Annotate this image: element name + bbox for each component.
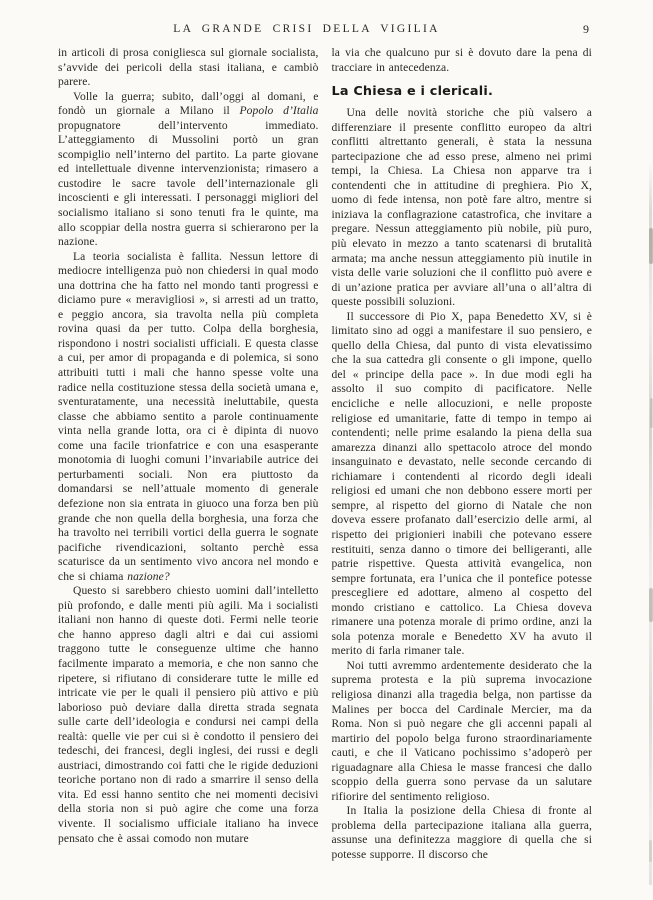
paragraph: la via che qualcuno pur si è dovuto dare la pena di tracciare in antecedenza. [331,47,592,74]
paragraph: Una delle novità storiche che più valsero a differenziare il presente conflitto europeo da altri conflitti altrettanto generali, è stata la nessuna partecipazione che ad esso prese, almeno nei primi tempi, la Chiesa. La Chiesa non apparve tra i contendenti che in attitudine di preghiera. Pio X, uomo di fede intensa, non potè fare altro, mentre si iniziava la conflagrazione catastrofica, che invitare a pregare. Nessun atteggiamento più nobile, più puro, più elevato in mezzo a tanto scatenarsi di brutalità armata; ma anche nessun atteggiamento più inutile in vista delle varie soluzioni che il conflitto può avere e di un’azione pratica per avviare all’una o all’altra di queste possibili soluzioni. [331,107,592,309]
paragraph: in articoli di prosa conigliesca sul giornale socialista, s’avvide dei pericoli della stasi italiana, e cambiò parere. [58,47,319,89]
running-head-title: LA GRANDE CRISI DELLA VIGILIA [173,23,440,35]
paragraph: Questo si sarebbero chiesto uomini dall’intelletto più profondo, e dalle menti più agili. Ma i socialisti italiani non hanno di queste doti. Fermi nelle teorie che hanno appreso dagli altri e dai cui assiomi traggono tutte le conseguenze ultime che hanno facilmente imparato a memoria, e che non sanno che ripetere, si rifiutano di considerare tutte le mille ed intricate vie per le quali il pensiero più attivo e più laborioso può deviare dalla diretta strada segnata sulle carte dell’ideologia e condursi nei campi della realtà: quelle vie per cui si è condotto il pensiero dei tedeschi, dei francesi, degli inglesi, dei russi e degli austriaci, dimostrando coi fatti che le rigide deduzioni teoriche portano non di rado a smarrire il senso della vita. Ed essi hanno sentito che nei momenti decisivi della storia non si può agire che come una forza vivente. Il socialismo ufficiale italiano ha invece pensato che è assai comodo non mutare [58,585,319,845]
italic-text: nazione? [127,570,170,583]
section-heading: La Chiesa e i clericali. [331,84,493,100]
left-column [58,46,319,863]
scan-artifact-blob [649,840,652,862]
paragraph: In Italia la posizione della Chiesa di fronte al problema della partecipazione italiana alla guerra, assunse una definitezza maggiore di quella che si potesse supporre. Il discorso che [331,805,592,861]
italic-text: Popolo d’Italia [239,105,319,118]
scan-artifact-blob [649,228,653,264]
right-column [332,46,593,863]
text-columns [58,46,592,863]
paragraph: Noi tutti avremmo ardentemente desiderato che la suprema protesta e la più suprema invocazione religiosa dinanzi alla tragedia belga, non partisse da Malines per bocca del Cardinale Mercier, ma da Roma. Non si può negare che gli accenni papali al martirio del popolo belga furono straordinariamente cauti, e che il Vaticano pochissimo s’adoperò per riguadagnare alla Chiesa le masse francesi che dallo scoppio della guerra sono pervase da un salutare rifiorire del sentimento religioso. [331,659,592,803]
paragraph: La teoria socialista è fallita. Nessun lettore di mediocre intelligenza può non chiedersi in qual modo una dottrina che ha fatto nel mondo tanti progressi e diciamo pure « meravigliosi », si arresti ad un tratto, e peggio ancora, sia travolta nella più completa rovina quasi da per tutto. Colpa della borghesia, rispondono i nostri socialisti ufficiali. E questa classe a cui, per amor di propaganda e di polemica, si sono attribuiti tutti i mali che hanno spesse volte una radice nella costituzione stessa della società umana e, sventuratamente, una necessità ineluttabile, questa classe che abbiamo sentito a parole continuamente vinta nella grande lotta, ora ci è dipinta di nuovo come una facile trionfatrice e con una esasperante monotomia di luoghi comuni l’invariabile autrice dei perturbamenti sociali. Non era piuttosto da domandarsi se nell’attuale momento di generale defezione non sia entrata in giuoco una forza ben più grande che non quella della borghesia, una forza che ha travolto nei terribili vortici della guerra le sognate pacifiche rivendicazioni, soltanto perchè essa scaturisce da un sentimento vivo ancora nel mondo e che si chiama nazione? [58,250,319,583]
paragraph: Volle la guerra; subito, dall’oggi al domani, e fondò un giornale a Milano il Popolo d’Italia propugnatore dell’intervento immediato. L’atteggiamento di Mussolini portò un gran scompiglio nell’interno del partito. La parte giovane ed intellettuale divenne intervenzionista; rimasero a custodire le sacre tavole dell’internazionale gli incoscienti e gli interessati. I personaggi migliori del socialismo italiano si sono tenuti fra le quinte, ma allo scoppiar della nostra guerra si schierarono per la nazione. [58,90,319,249]
scan-artifact-streak [649,162,652,885]
paragraph: Il successore di Pio X, papa Benedetto XV, si è limitato sino ad oggi a manifestare il suo pensiero, e quello della Chiesa, dal punto di vista elevatissimo che la sua cattedra gli consente o gli impone, quello del « principe della pace ». In due modi egli ha assolto il suo compito di pacificatore. Nelle encicliche e nelle allocuzioni, e nelle proposte religiose ed umanitarie, fatte di tempo in tempo ai contendenti; nelle prime esalando la piena della sua amarezza dinanzi allo spettacolo atroce del mondo insanguinato e devastato, nelle seconde cercando di richiamare i contendenti al ricordo degli ideali religiosi ed umani che non debbono essere morti per sempre, al rispetto del giorno di Natale che non doveva essere profanato dall’esercizio delle armi, al rispetto dei prigionieri inabili che potevano essere restituiti, senza danno o timore dei belligeranti, alle patrie rispettive. Questa attività evangelica, non sempre fortunata, era l’unica che il pontefice potesse prescegliere ed adottare, almeno al cospetto del mondo cristiano e cattolico. La Chiesa doveva rimanere una potenza morale di primo ordine, anzi la sola potenza morale e Benedetto XV ha avuto il merito di farla rimaner tale. [331,310,592,658]
scan-artifact-blob [649,588,653,622]
page-number: 9 [583,22,589,36]
